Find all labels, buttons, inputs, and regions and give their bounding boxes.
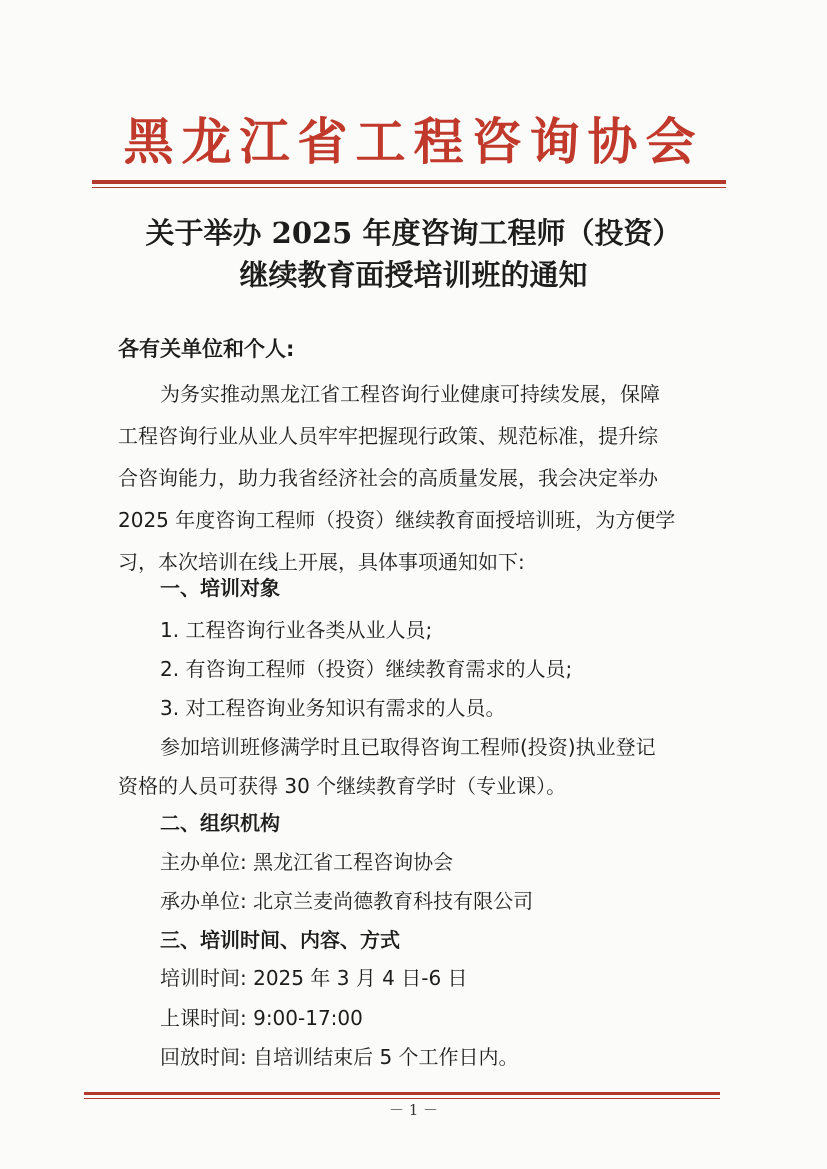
section-heading-3: 三、培训时间、内容、方式 <box>160 928 400 952</box>
footer-rule-thin <box>84 1098 720 1099</box>
header-rule-thin <box>92 187 726 188</box>
credit-note-line-1: 参加培训班修满学时且已取得咨询工程师(投资)执业登记 <box>160 735 656 759</box>
header-rule-thick <box>92 180 726 184</box>
section-heading-1: 一、培训对象 <box>160 576 280 600</box>
page-number: － 1 － <box>388 1101 439 1119</box>
intro-line-4: 2025 年度咨询工程师（投资）继续教育面授培训班，为方便学 <box>118 508 676 532</box>
salutation: 各有关单位和个人: <box>118 337 295 361</box>
organization-title: 黑龙江省工程咨询协会 <box>123 112 704 171</box>
credit-note-line-2: 资格的人员可获得 30 个继续教育学时（专业课）。 <box>118 774 567 798</box>
intro-line-3: 合咨询能力，助力我省经济社会的高质量发展，我会决定举办 <box>118 466 658 490</box>
class-time: 上课时间: 9:00-17:00 <box>160 1006 363 1030</box>
target-item-2: 2. 有咨询工程师（投资）继续教育需求的人员; <box>160 657 573 681</box>
document-title-line-2: 继续教育面授培训班的通知 <box>239 258 588 292</box>
intro-line-1: 为务实推动黑龙江省工程咨询行业健康可持续发展，保障 <box>160 382 660 406</box>
replay-time: 回放时间: 自培训结束后 5 个工作日内。 <box>160 1045 519 1069</box>
target-item-1: 1. 工程咨询行业各类从业人员; <box>160 618 433 642</box>
intro-line-2: 工程咨询行业从业人员牢牢把握现行政策、规范标准，提升综 <box>118 424 658 448</box>
training-time: 培训时间: 2025 年 3 月 4 日-6 日 <box>160 966 468 990</box>
intro-line-5: 习，本次培训在线上开展，具体事项通知如下: <box>118 550 525 574</box>
section-heading-2: 二、组织机构 <box>160 811 280 835</box>
host-unit: 主办单位: 黑龙江省工程咨询协会 <box>160 850 454 874</box>
document-title-line-1: 关于举办 2025 年度咨询工程师（投资） <box>145 216 682 250</box>
organizer-unit: 承办单位: 北京兰麦尚德教育科技有限公司 <box>160 889 534 913</box>
footer-rule-thick <box>84 1092 720 1095</box>
document-title <box>0 212 827 296</box>
target-item-3: 3. 对工程咨询业务知识有需求的人员。 <box>160 696 506 720</box>
